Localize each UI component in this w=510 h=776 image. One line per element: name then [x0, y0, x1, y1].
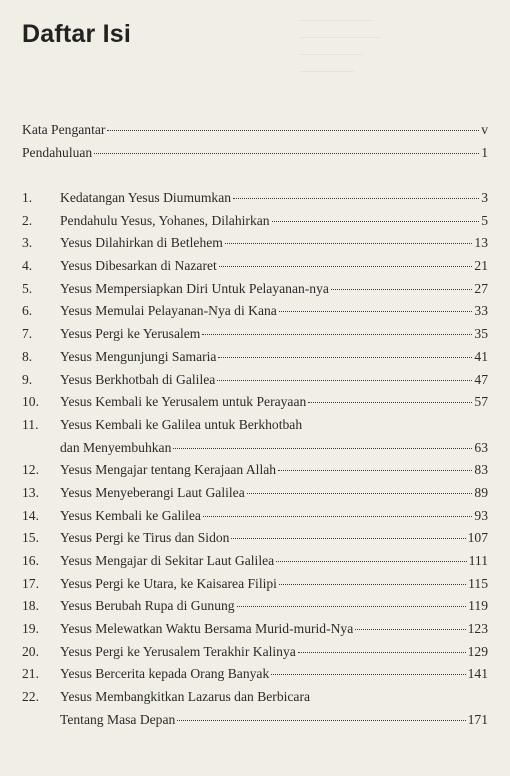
toc-entry-page: 3 — [481, 190, 488, 205]
toc-entry-title: Yesus Pergi ke Yerusalem — [60, 326, 201, 342]
toc-entry-page: 35 — [474, 326, 488, 342]
toc-entry[interactable] — [22, 666, 488, 689]
chapter-number: 8. — [22, 348, 33, 364]
toc-entry-page: 27 — [474, 280, 488, 296]
toc-entry[interactable] — [22, 190, 488, 213]
chapter-number: 6. — [22, 303, 33, 319]
toc-entry-title: Yesus Mengajar di Sekitar Laut Galilea — [60, 553, 275, 568]
toc-entry[interactable] — [22, 394, 488, 417]
dot-leader — [219, 266, 473, 267]
toc-entry-title-continued: dan Menyembuhkan — [60, 439, 172, 455]
toc-entry[interactable] — [22, 576, 488, 599]
dot-leader — [355, 629, 465, 630]
chapter-number: 4. — [22, 258, 33, 274]
toc-entry[interactable] — [22, 145, 488, 168]
toc-entry-title: Yesus Mengunjungi Samaria — [60, 348, 217, 364]
dot-leader — [308, 402, 472, 403]
chapter-number: 9. — [22, 371, 33, 387]
chapter-number: 21. — [22, 666, 39, 682]
dot-leader — [94, 153, 479, 154]
toc-entry-title: Yesus Bercerita kepada Orang Banyak — [60, 666, 270, 682]
chapter-number: 17. — [22, 575, 39, 591]
toc-entry-page: 47 — [474, 371, 488, 387]
toc-entry[interactable] — [22, 372, 488, 395]
toc-entry-continuation[interactable] — [22, 712, 488, 735]
dot-leader — [272, 221, 480, 222]
toc-entry-title: Yesus Menyeberangi Laut Galilea — [60, 484, 245, 500]
toc-entry-page: 63 — [474, 439, 488, 455]
toc-entry-page: 5 — [481, 212, 488, 228]
chapter-number: 7. — [22, 326, 33, 342]
toc-entry[interactable] — [22, 530, 488, 553]
toc-entry-page: v — [481, 122, 488, 137]
toc-entry-title: Yesus Mengajar tentang Kerajaan Allah — [60, 462, 277, 478]
toc-entry-continuation[interactable] — [22, 440, 488, 463]
toc-entry-title: Yesus Kembali ke Yerusalem untuk Perayaan — [60, 394, 307, 410]
toc-entry-title: Yesus Kembali ke Galilea — [60, 507, 201, 523]
toc-entry-page: 107 — [467, 530, 488, 546]
dot-leader — [233, 198, 479, 199]
dot-leader — [247, 493, 473, 494]
chapter-number: 19. — [22, 621, 39, 637]
dot-leader — [107, 130, 479, 131]
chapter-number: 18. — [22, 598, 39, 614]
toc-entry-title: Yesus Memulai Pelayanan-Nya di Kana — [60, 303, 277, 319]
toc-entry[interactable] — [22, 485, 488, 508]
dot-leader — [279, 311, 473, 312]
toc-entry[interactable] — [22, 235, 488, 258]
toc-entry-page: 111 — [468, 553, 488, 568]
toc-entry-page: 129 — [467, 643, 488, 659]
toc-entry[interactable] — [22, 281, 488, 304]
dot-leader — [279, 584, 466, 585]
toc-entry-page: 123 — [467, 621, 488, 637]
toc-entry-page: 141 — [467, 666, 488, 682]
dot-leader — [225, 243, 473, 244]
dot-leader — [173, 448, 472, 449]
toc-entry[interactable] — [22, 213, 488, 236]
toc-entry[interactable] — [22, 303, 488, 326]
toc-entry[interactable] — [22, 621, 488, 644]
chapter-number: 16. — [22, 553, 39, 568]
front-matter-list — [22, 122, 488, 167]
dot-leader — [217, 380, 472, 381]
toc-entry-title: Yesus Membangkitkan Lazarus dan Berbicara — [60, 689, 311, 705]
dot-leader — [237, 606, 467, 607]
chapter-number: 12. — [22, 462, 39, 478]
toc-entry-title: Yesus Dilahirkan di Betlehem — [60, 235, 223, 251]
dot-leader — [276, 561, 466, 562]
chapter-number: 13. — [22, 484, 39, 500]
bleed-through-texture: ———————— ————————— ——————— —————— — [300, 15, 381, 76]
toc-entry-page: 89 — [474, 484, 488, 500]
chapter-number: 3. — [22, 235, 33, 251]
toc-entry-page: 119 — [468, 598, 488, 614]
toc-entry[interactable] — [22, 122, 488, 145]
toc-entry-page: 13 — [474, 235, 488, 251]
toc-entry-page: 115 — [468, 575, 488, 591]
toc-entry-title: Yesus Pergi ke Tirus dan Sidon — [60, 530, 230, 546]
toc-entry[interactable] — [22, 417, 488, 440]
dot-leader — [278, 470, 472, 471]
toc-entry-title: Yesus Pergi ke Utara, ke Kaisarea Filipi — [60, 575, 277, 591]
toc-entry-page: 33 — [474, 303, 488, 319]
chapter-number: 10. — [22, 394, 39, 410]
toc-entry-title: Pendahulu Yesus, Yohanes, Dilahirkan — [60, 212, 270, 228]
toc-entry-title: Pendahuluan — [22, 144, 93, 160]
dot-leader — [331, 289, 472, 290]
dot-leader — [202, 334, 472, 335]
toc-entry[interactable] — [22, 598, 488, 621]
chapter-number: 5. — [22, 280, 33, 296]
toc-entry-page: 41 — [474, 348, 488, 364]
toc-entry-title: Yesus Kembali ke Galilea untuk Berkhotbah — [60, 416, 303, 432]
chapter-number: 2. — [22, 212, 33, 228]
dot-leader — [177, 720, 465, 721]
toc-entry[interactable] — [22, 462, 488, 485]
toc-entry[interactable] — [22, 508, 488, 531]
toc-entry[interactable] — [22, 349, 488, 372]
toc-entry-page: 83 — [474, 462, 488, 478]
toc-entry-page: 21 — [474, 258, 488, 274]
toc-entry-title: Yesus Mempersiapkan Diri Untuk Pelayanan-nya — [60, 280, 329, 296]
toc-entry-page: 57 — [474, 394, 488, 410]
toc-entry-title: Yesus Berubah Rupa di Gunung — [60, 598, 235, 614]
toc-entry-title: Yesus Melewatkan Waktu Bersama Murid-murid-Nya — [60, 621, 354, 637]
chapter-number: 1. — [22, 190, 33, 205]
toc-entry-page: 93 — [474, 507, 488, 523]
toc-entry[interactable] — [22, 644, 488, 667]
toc-entry-title: Yesus Berkhotbah di Galilea — [60, 371, 216, 387]
toc-entry-title: Yesus Dibesarkan di Nazaret — [60, 258, 217, 274]
toc-entry[interactable] — [22, 326, 488, 349]
dot-leader — [271, 674, 465, 675]
toc-entry-title: Kata Pengantar — [22, 122, 106, 137]
toc-entry-page: 171 — [467, 711, 488, 727]
toc-entry-title: Yesus Pergi ke Yerusalem Terakhir Kalinya — [60, 643, 296, 659]
toc-entry-title: Kedatangan Yesus Diumumkan — [60, 190, 232, 205]
chapter-number: 14. — [22, 507, 39, 523]
chapter-list — [22, 190, 488, 735]
toc-entry[interactable] — [22, 553, 488, 576]
dot-leader — [218, 357, 472, 358]
dot-leader — [203, 516, 472, 517]
toc-entry-page: 1 — [481, 144, 488, 160]
toc-entry-title-continued: Tentang Masa Depan — [60, 711, 176, 727]
dot-leader — [231, 538, 465, 539]
toc-entry[interactable] — [22, 258, 488, 281]
chapter-number: 15. — [22, 530, 39, 546]
chapter-number: 22. — [22, 689, 39, 705]
page-title: Daftar Isi — [22, 20, 131, 48]
chapter-number: 20. — [22, 643, 39, 659]
dot-leader — [298, 652, 466, 653]
chapter-number: 11. — [22, 416, 39, 432]
toc-entry[interactable] — [22, 689, 488, 712]
